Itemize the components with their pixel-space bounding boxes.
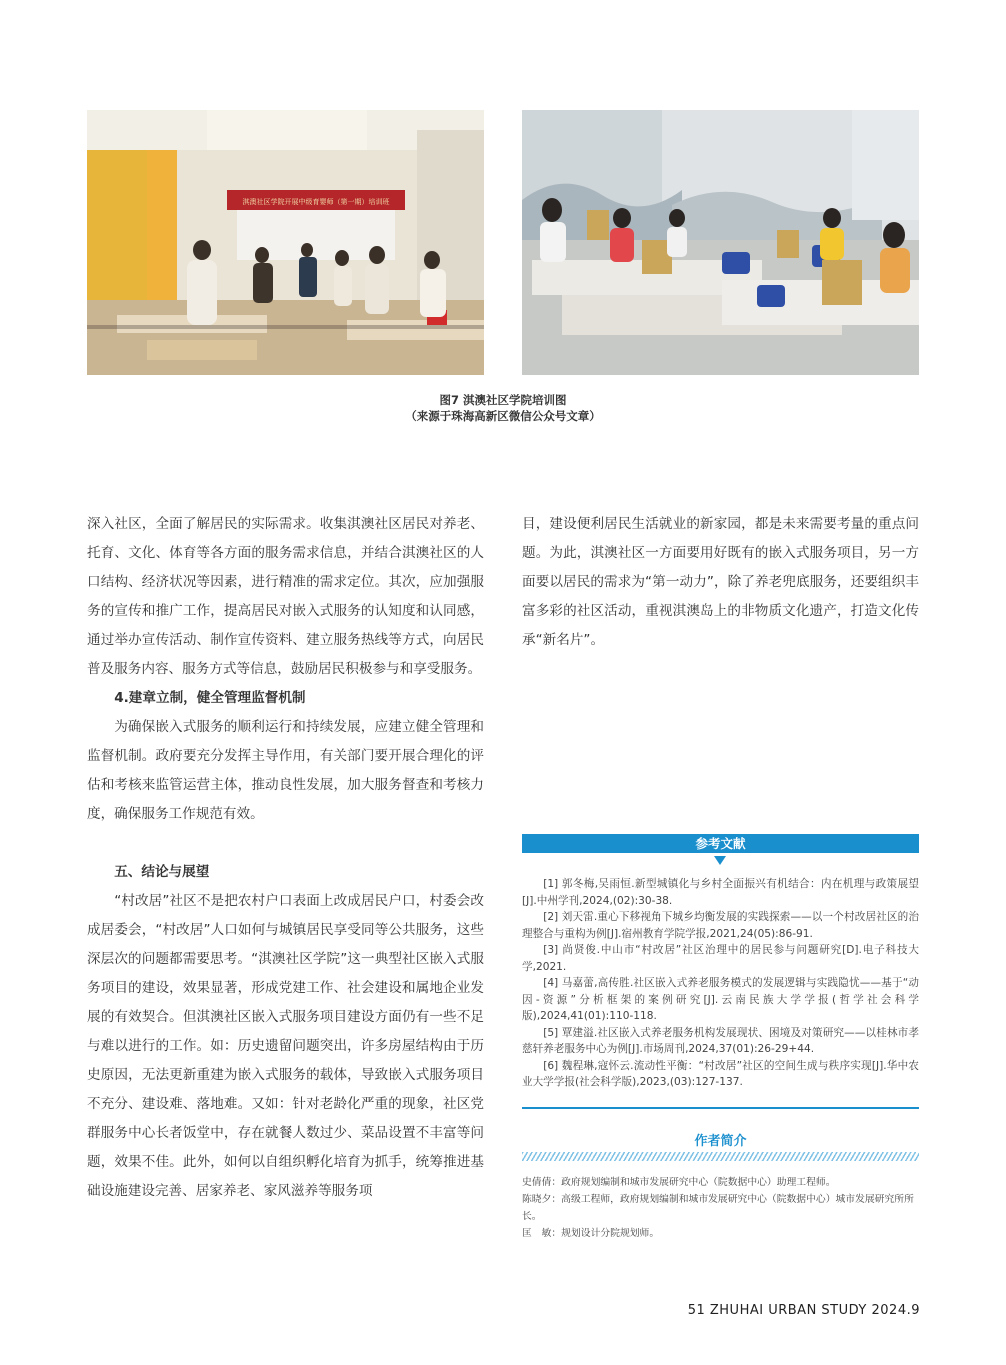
left-column: [87, 510, 484, 1206]
paragraph: 目，建设便利居民生活就业的新家园，都是未来需要考量的重点问题。为此，淇澳社区一方面要用好既有的嵌入式服务项目，另一方面要以居民的需求为“第一动力”，除了养老兜底服务，还要组织丰富多彩的社区活动，重视淇澳岛上的非物质文化遗产，打造文化传承“新名片”。: [522, 516, 919, 648]
paragraph: 深入社区，全面了解居民的实际需求。收集淇澳社区居民对养老、托育、文化、体育等各方面的服务需求信息，并结合淇澳社区的人口结构、经济状况等因素，进行精准的需求定位。其次，应加强服务的宣传和推广工作，提高居民对嵌入式服务的认知度和认同感，通过举办宣传活动、制作宣传资料、建立服务热线等方式，向居民普及服务内容、服务方式等信息，鼓励居民积极参与和享受服务。: [87, 516, 484, 677]
subsection-heading: 4.建章立制，健全管理监督机制: [114, 690, 306, 706]
reference-item: [4] 马嘉蕾,高传胜.社区嵌入式养老服务模式的发展逻辑与实践隐忧——基于“动因-资源”分析框架的案例研究[J].云南民族大学学报(哲学社会科学版),2024,41(01):110-118.: [522, 977, 919, 1022]
reference-item: [6] 魏程琳,寇怀云.流动性平衡：“村改居”社区的空间生成与秩序实现[J].华中农业大学学报(社会科学版),2023,(03):127-137.: [522, 1059, 919, 1088]
authors-title: 作者简介: [694, 1134, 747, 1149]
author-item: 史倩倩：政府规划编制和城市发展研究中心（院数据中心）助理工程师。: [522, 1177, 836, 1188]
authors-list: [522, 1174, 919, 1242]
references-list: [522, 876, 919, 1091]
paragraph: “村改居”社区不是把农村户口表面上改成居民户口，村委会改成居委会，“村改居”人口如何与城镇居民享受同等公共服务，这些深层次的问题都需要思考。“淇澳社区学院”这一典型社区嵌入式服务项目的建设，效果显著，形成党建工作、社会建设和属地企业发展的有效契合。但淇澳社区嵌入式服务项目建设方面仍有一些不足与难以进行的工作。如：历史遗留问题突出，许多房屋结构由于历史原因，无法更新重建为嵌入式服务的载体，导致嵌入式服务项目不充分、建设难、落地难。又如：针对老龄化严重的现象，社区党群服务中心长者饭堂中，存在就餐人数过少、菜品设置不丰富等问题，效果不佳。此外，如何以自组织孵化培育为抓手，统筹推进基础设施建设完善、居家养老、家风滋养等服务项: [87, 893, 484, 1199]
training-photo-right: [522, 110, 919, 375]
reference-item: [5] 覃建溢.社区嵌入式养老服务机构发展现状、困境及对策研究——以桂林市孝慈轩养老服务中心为例[J].市场周刊,2024,37(01):26-29+44.: [522, 1026, 919, 1055]
paragraph: 为确保嵌入式服务的顺利运行和持续发展，应建立健全管理和监督机制。政府要充分发挥主导作用，有关部门要开展合理化的评估和考核来监管运营主体，推动良性发展，加大服务督查和考核力度，确保服务工作规范有效。: [87, 719, 484, 822]
reference-item: [1] 郭冬梅,吴雨恒.新型城镇化与乡村全面振兴有机结合：内在机理与政策展望[J].中州学刊,2024,(02):30-38.: [522, 878, 919, 907]
figure-source: （来源于珠海高新区微信公众号文章）: [405, 409, 601, 423]
photo-banner-text: 淇澳社区学院开展中级育婴师（第一期）培训班: [242, 198, 390, 206]
divider: [522, 1107, 919, 1109]
author-item: 匡 敏：规划设计分院规划师。: [522, 1228, 660, 1239]
section-heading: 五、结论与展望: [114, 864, 210, 880]
references-title: 参考文献: [522, 834, 919, 853]
right-column: [522, 510, 919, 655]
page-footer: 51 ZHUHAI URBAN STUDY 2024.9: [687, 1303, 920, 1318]
decorative-stripes: [522, 1152, 919, 1161]
figure-caption: 图7 淇澳社区学院培训图: [439, 393, 567, 407]
reference-item: [2] 刘天雷.重心下移视角下城乡均衡发展的实践探索——以一个村改居社区的治理整合与重构为例[J].宿州教育学院学报,2021,24(05):86-91.: [522, 911, 919, 940]
training-photo-left: [87, 110, 484, 375]
author-item: 陈晓夕：高级工程师，政府规划编制和城市发展研究中心（院数据中心）城市发展研究所所长。: [522, 1194, 914, 1222]
down-arrow-icon: [714, 856, 726, 865]
reference-item: [3] 尚贤俊.中山市“村改居”社区治理中的居民参与问题研究[D].电子科技大学,2021.: [522, 944, 919, 973]
